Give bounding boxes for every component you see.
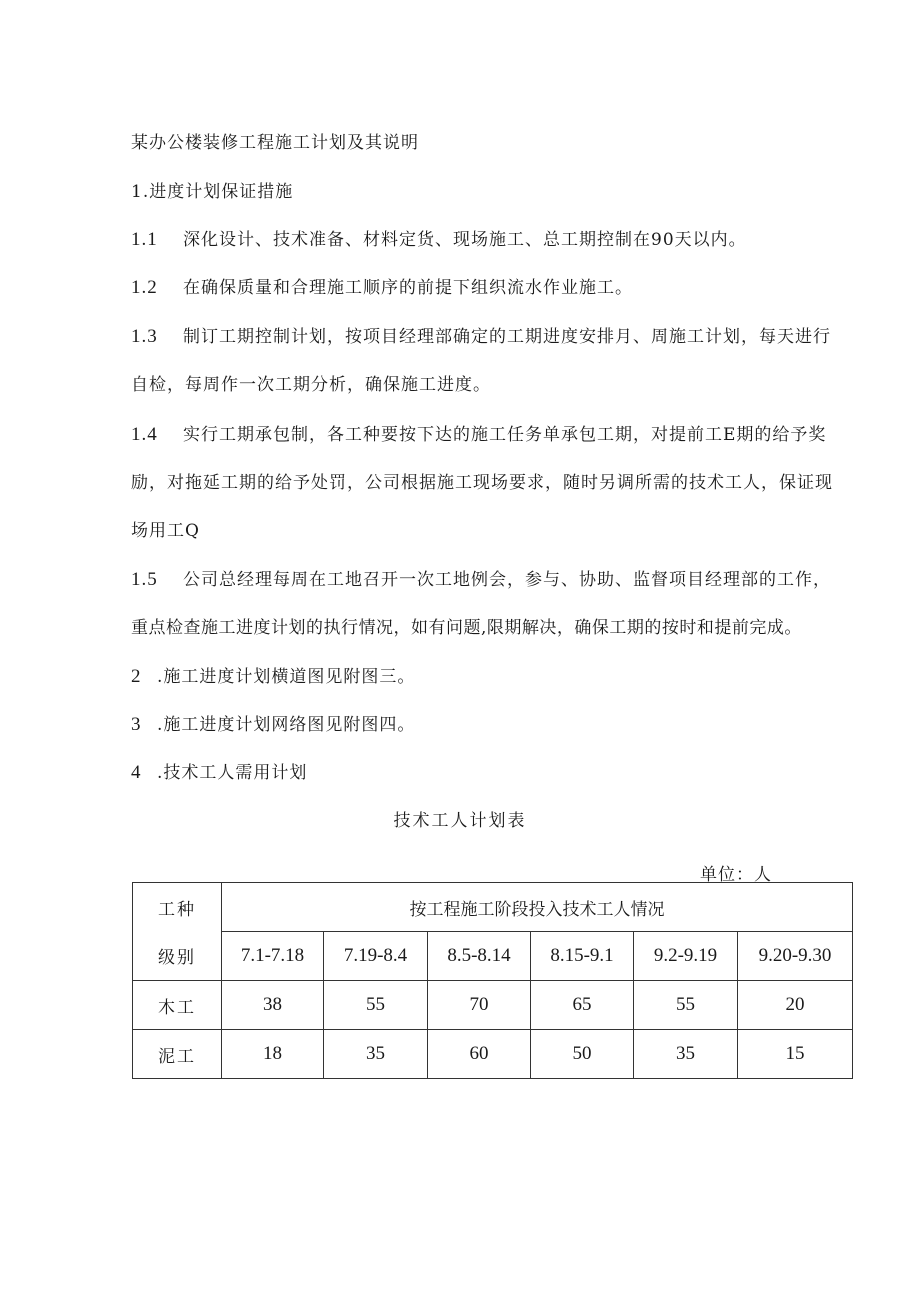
- item-number: 1.2: [131, 277, 158, 298]
- value-cell: 60: [428, 1030, 531, 1079]
- section-number: 3: [131, 714, 142, 735]
- item-1-4-cont2: 场用工Q: [131, 521, 200, 541]
- item-text: 深化设计、技术准备、材料定货、现场施工、总工期控制在90天以内。: [183, 230, 747, 250]
- table-row: [133, 981, 853, 1030]
- item-text: 公司总经理每周在工地召开一次工地例会，参与、协助、监督项目经理部的工作，: [183, 570, 831, 590]
- item-1-4: [131, 420, 826, 446]
- item-1-5: [131, 565, 831, 591]
- item-number: 1.4: [131, 424, 158, 445]
- period-cell: 7.19-8.4: [324, 932, 428, 981]
- value-cell: 35: [634, 1030, 738, 1079]
- document-title: 某办公楼装修工程施工计划及其说明: [131, 133, 419, 153]
- period-cell: 9.2-9.19: [634, 932, 738, 981]
- table-caption: 技术工人计划表: [393, 811, 527, 831]
- item-number: 1.1: [131, 229, 158, 250]
- value-cell: 35: [324, 1030, 428, 1079]
- period-cell: 9.20-9.30: [738, 932, 853, 981]
- item-1-3: [131, 322, 831, 348]
- section-2: [131, 662, 415, 688]
- table-period-row: [133, 932, 853, 981]
- table-unit: 单位：人: [700, 865, 772, 885]
- section-3: [131, 710, 415, 736]
- section-4: [131, 758, 307, 784]
- value-cell: 18: [222, 1030, 324, 1079]
- item-1-3-cont: 自检，每周作一次工期分析，确保施工进度。: [131, 375, 491, 395]
- value-cell: 70: [428, 981, 531, 1030]
- section-number: 2: [131, 666, 142, 687]
- item-1-2: [131, 273, 633, 299]
- trade-cell: 木工: [133, 981, 222, 1030]
- section-1-heading: 1.进度计划保证措施: [131, 182, 294, 202]
- item-text: 制订工期控制计划，按项目经理部确定的工期进度安排月、周施工计划，每天进行: [183, 327, 831, 347]
- item-1-4-cont: 励，对拖延工期的给予处罚，公司根据施工现场要求，随时另调所需的技术工人，保证现: [131, 473, 833, 493]
- value-cell: 65: [531, 981, 634, 1030]
- table-header-row: [133, 883, 853, 932]
- value-cell: 55: [324, 981, 428, 1030]
- period-cell: 8.15-9.1: [531, 932, 634, 981]
- period-cell: 8.5-8.14: [428, 932, 531, 981]
- table-row: [133, 1030, 853, 1079]
- header-trade: 工种: [133, 883, 222, 932]
- section-text: .施工进度计划横道图见附图三。: [157, 667, 416, 687]
- value-cell: 38: [222, 981, 324, 1030]
- header-level: 级别: [133, 932, 222, 981]
- item-number: 1.3: [131, 326, 158, 347]
- section-text: .技术工人需用计划: [157, 763, 308, 783]
- value-cell: 20: [738, 981, 853, 1030]
- section-number: 4: [131, 762, 142, 783]
- technician-plan-table: [132, 882, 853, 1079]
- period-cell: 7.1-7.18: [222, 932, 324, 981]
- header-span: 按工程施工阶段投入技术工人情况: [222, 883, 853, 932]
- section-text: .施工进度计划网络图见附图四。: [157, 715, 416, 735]
- item-1-5-cont: 重点检查施工进度计划的执行情况，如有问题,限期解决，确保工期的按时和提前完成。: [131, 618, 802, 638]
- value-cell: 15: [738, 1030, 853, 1079]
- item-number: 1.5: [131, 569, 158, 590]
- item-text: 在确保质量和合理施工顺序的前提下组织流水作业施工。: [183, 278, 633, 298]
- value-cell: 50: [531, 1030, 634, 1079]
- item-text: 实行工期承包制，各工种要按下达的施工任务单承包工期，对提前工E期的给予奖: [183, 425, 827, 445]
- trade-cell: 泥工: [133, 1030, 222, 1079]
- value-cell: 55: [634, 981, 738, 1030]
- item-1-1: [131, 225, 747, 251]
